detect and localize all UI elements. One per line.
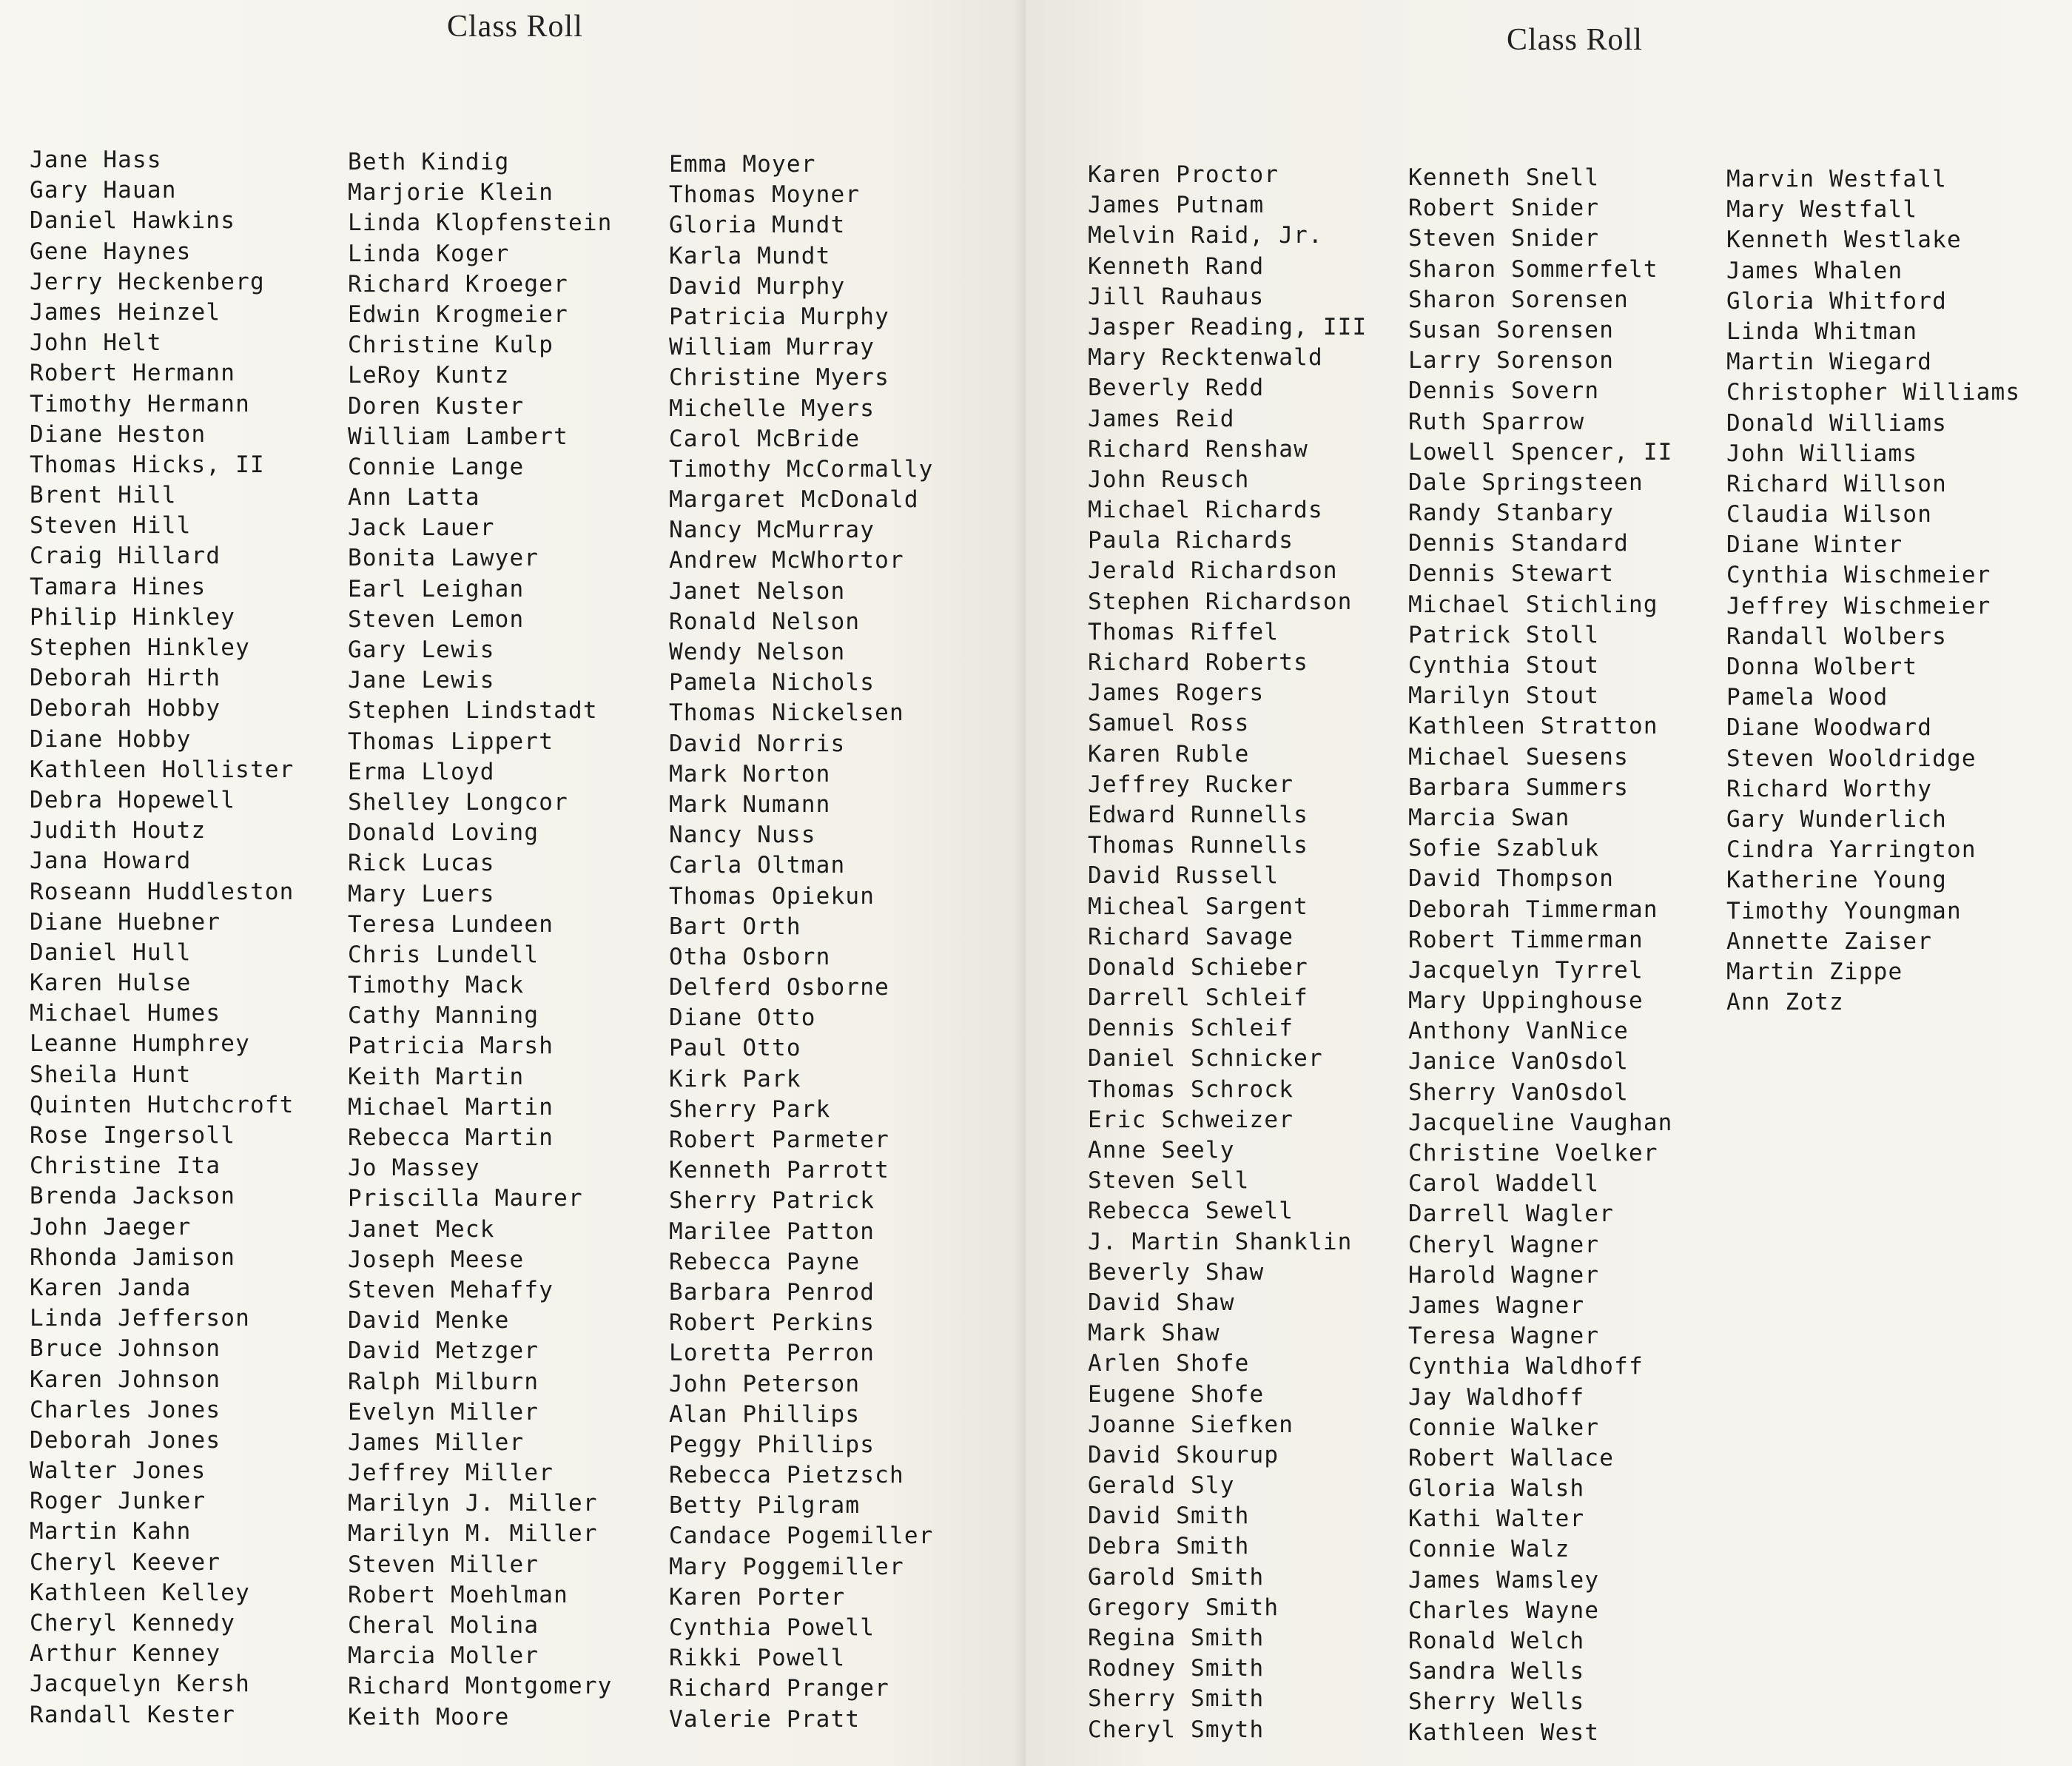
- student-name: Daniel Hawkins: [30, 207, 236, 235]
- student-name: Keith Moore: [348, 1703, 510, 1730]
- student-name: Wendy Nelson: [669, 639, 846, 665]
- student-name: Susan Sorensen: [1408, 316, 1615, 343]
- student-name: Jana Howard: [30, 847, 192, 875]
- student-name: Steven Miller: [348, 1551, 539, 1578]
- right-page: [1026, 0, 2072, 1766]
- student-name: Richard Worthy: [1726, 775, 1933, 802]
- student-name: Martin Kahn: [30, 1518, 192, 1545]
- student-name: Cynthia Wischmeier: [1726, 562, 1991, 589]
- student-name: Deborah Hobby: [30, 695, 221, 722]
- student-name: Steven Wooldridge: [1726, 745, 1977, 772]
- student-name: Patrick Stoll: [1408, 621, 1600, 648]
- student-name: Linda Klopfenstein: [348, 209, 613, 237]
- student-name: Christine Kulp: [348, 332, 554, 359]
- student-name: LeRoy Kuntz: [348, 362, 510, 389]
- student-name: Robert Timmerman: [1408, 926, 1644, 953]
- student-name: Beth Kindig: [348, 149, 510, 175]
- student-name: Chris Lundell: [348, 941, 539, 968]
- student-name: Karen Hulse: [30, 970, 192, 997]
- student-name: Jerry Heckenberg: [30, 268, 265, 295]
- student-name: Cheryl Keever: [30, 1548, 221, 1576]
- student-name: Cindra Yarrington: [1726, 836, 1977, 864]
- student-name: Darrell Schleif: [1088, 984, 1308, 1012]
- student-name: Harold Wagner: [1408, 1261, 1600, 1289]
- student-name: Edwin Krogmeier: [348, 301, 568, 328]
- student-name: Kenneth Parrott: [669, 1157, 889, 1184]
- student-name: Ann Zotz: [1726, 989, 1844, 1016]
- student-name: Marvin Westfall: [1726, 166, 1947, 192]
- student-name: Teresa Wagner: [1408, 1323, 1600, 1350]
- student-name: Steven Snider: [1408, 225, 1600, 252]
- student-name: David Murphy: [669, 272, 846, 300]
- student-name: Richard Roberts: [1088, 649, 1308, 676]
- student-name: Ruth Sparrow: [1408, 408, 1585, 435]
- student-name: Eugene Shofe: [1088, 1380, 1265, 1408]
- student-name: Dennis Standard: [1408, 530, 1629, 557]
- student-name: Karen Proctor: [1088, 161, 1279, 188]
- student-name: Jack Lauer: [348, 514, 495, 542]
- student-name: Jeffrey Wischmeier: [1726, 592, 1991, 620]
- student-name: Jacquelyn Tyrrel: [1408, 956, 1644, 984]
- student-name: Steven Mehaffy: [348, 1276, 554, 1303]
- student-name: Kathi Walter: [1408, 1505, 1585, 1533]
- student-name: Anthony VanNice: [1408, 1018, 1629, 1045]
- student-name: Ann Latta: [348, 484, 480, 511]
- name-column: [348, 147, 613, 1733]
- student-name: Marcia Swan: [1408, 804, 1570, 831]
- student-name: Christine Ita: [30, 1152, 221, 1180]
- student-name: David Norris: [669, 730, 846, 757]
- student-name: Carol Waddell: [1408, 1170, 1600, 1198]
- student-name: Edward Runnells: [1088, 801, 1308, 828]
- student-name: Samuel Ross: [1088, 710, 1250, 737]
- student-name: Karen Janda: [30, 1274, 192, 1301]
- student-name: Quinten Hutchcroft: [30, 1091, 295, 1118]
- student-name: Cheral Molina: [348, 1612, 539, 1639]
- left-page: [0, 0, 1026, 1766]
- student-name: Leanne Humphrey: [30, 1030, 250, 1058]
- student-name: Walter Jones: [30, 1457, 206, 1485]
- student-name: Thomas Schrock: [1088, 1075, 1294, 1103]
- student-name: Thomas Nickelsen: [669, 699, 904, 727]
- student-name: Kathleen Stratton: [1408, 713, 1658, 740]
- name-column: [669, 150, 934, 1735]
- student-name: Connie Walker: [1408, 1414, 1600, 1441]
- student-name: Eric Schweizer: [1088, 1106, 1294, 1133]
- student-name: Charles Wayne: [1408, 1597, 1600, 1624]
- student-name: Kathleen Kelley: [30, 1579, 250, 1606]
- student-name: David Russell: [1088, 862, 1279, 890]
- student-name: Debra Smith: [1088, 1533, 1250, 1560]
- student-name: Kathleen Hollister: [30, 756, 295, 783]
- student-name: Connie Lange: [348, 453, 525, 480]
- student-name: Lowell Spencer, II: [1408, 438, 1673, 466]
- student-name: Jane Hass: [30, 147, 162, 173]
- student-name: Barbara Penrod: [669, 1278, 875, 1306]
- student-name: Robert Snider: [1408, 195, 1600, 222]
- student-name: Peggy Phillips: [669, 1431, 875, 1458]
- student-name: Mary Poggemiller: [669, 1553, 904, 1580]
- student-name: J. Martin Shanklin: [1088, 1228, 1353, 1255]
- student-name: Debra Hopewell: [30, 786, 236, 813]
- student-name: Martin Zippe: [1726, 958, 1903, 985]
- student-name: Dennis Schleif: [1088, 1015, 1294, 1042]
- student-name: William Murray: [669, 334, 875, 361]
- student-name: Jerald Richardson: [1088, 557, 1338, 585]
- student-name: Joseph Meese: [348, 1246, 525, 1273]
- student-name: John Williams: [1726, 440, 1918, 467]
- student-name: Janice VanOsdol: [1408, 1048, 1629, 1075]
- student-name: Connie Walz: [1408, 1536, 1570, 1563]
- student-name: Mary Recktenwald: [1088, 344, 1323, 372]
- student-name: Carol McBride: [669, 425, 861, 452]
- student-name: Mary Luers: [348, 880, 495, 907]
- student-name: Michael Humes: [30, 1000, 221, 1027]
- student-name: Beverly Redd: [1088, 375, 1265, 402]
- student-name: David Thompson: [1408, 865, 1615, 893]
- student-name: Daniel Hull: [30, 939, 192, 966]
- student-name: Stephen Lindstadt: [348, 697, 598, 725]
- student-name: Thomas Riffel: [1088, 618, 1279, 645]
- student-name: Brent Hill: [30, 482, 177, 509]
- page-title: Class Roll: [1507, 23, 1643, 57]
- student-name: Patricia Murphy: [669, 303, 889, 330]
- student-name: Margaret McDonald: [669, 486, 919, 514]
- student-name: Rhonda Jamison: [30, 1243, 236, 1271]
- student-name: Mark Shaw: [1088, 1320, 1220, 1347]
- student-name: Linda Jefferson: [30, 1305, 250, 1332]
- student-name: Sherry Park: [669, 1095, 831, 1123]
- student-name: Shelley Longcor: [348, 788, 568, 816]
- student-name: Sharon Sorensen: [1408, 286, 1629, 313]
- student-name: Martin Wiegard: [1726, 349, 1933, 376]
- student-name: Otha Osborn: [669, 943, 831, 970]
- student-name: Beverly Shaw: [1088, 1258, 1265, 1286]
- student-name: Richard Pranger: [669, 1675, 889, 1702]
- student-name: Sherry VanOsdol: [1408, 1078, 1629, 1106]
- student-name: Nancy Nuss: [669, 822, 816, 849]
- student-name: Diane Otto: [669, 1004, 816, 1032]
- student-name: John Jaeger: [30, 1213, 192, 1240]
- student-name: Sherry Wells: [1408, 1688, 1585, 1716]
- student-name: Rodney Smith: [1088, 1655, 1265, 1682]
- student-name: Richard Kroeger: [348, 270, 568, 298]
- student-name: Thomas Opiekun: [669, 882, 875, 910]
- student-name: Gloria Walsh: [1408, 1475, 1585, 1503]
- student-name: John Helt: [30, 329, 162, 357]
- student-name: Diane Heston: [30, 420, 206, 448]
- student-name: Thomas Moyner: [669, 181, 861, 209]
- student-name: Donald Williams: [1726, 409, 1947, 437]
- student-name: Alan Phillips: [669, 1400, 861, 1428]
- student-name: Brenda Jackson: [30, 1183, 236, 1210]
- student-name: Cheryl Wagner: [1408, 1231, 1600, 1258]
- student-name: Gloria Whitford: [1726, 287, 1947, 315]
- student-name: Loretta Perron: [669, 1340, 875, 1367]
- student-name: John Reusch: [1088, 466, 1250, 493]
- student-name: Randall Kester: [30, 1701, 236, 1728]
- student-name: Erma Lloyd: [348, 758, 495, 785]
- student-name: Cynthia Waldhoff: [1408, 1353, 1644, 1380]
- student-name: Garold Smith: [1088, 1563, 1265, 1591]
- student-name: Sandra Wells: [1408, 1658, 1585, 1685]
- student-name: James Putnam: [1088, 192, 1265, 219]
- student-name: Steven Sell: [1088, 1167, 1250, 1195]
- student-name: Deborah Timmerman: [1408, 896, 1658, 923]
- student-name: Diane Huebner: [30, 908, 221, 936]
- student-name: Arlen Shofe: [1088, 1350, 1250, 1377]
- student-name: Linda Whitman: [1726, 318, 1918, 345]
- name-column: [1726, 164, 2020, 1018]
- name-column: [30, 145, 295, 1730]
- student-name: Richard Savage: [1088, 923, 1294, 950]
- student-name: Earl Leighan: [348, 575, 525, 602]
- student-name: Cheryl Smyth: [1088, 1716, 1265, 1743]
- student-name: Delferd Osborne: [669, 974, 889, 1001]
- student-name: Judith Houtz: [30, 817, 206, 845]
- student-name: David Skourup: [1088, 1441, 1279, 1468]
- student-name: Carla Oltman: [669, 852, 846, 879]
- student-name: James Miller: [348, 1428, 525, 1456]
- student-name: Mark Norton: [669, 760, 831, 788]
- student-name: Mary Uppinghouse: [1408, 987, 1644, 1015]
- student-name: Marilyn Stout: [1408, 682, 1600, 710]
- student-name: Donna Wolbert: [1726, 654, 1918, 680]
- student-name: Thomas Hicks, II: [30, 451, 265, 478]
- student-name: Karen Johnson: [30, 1366, 221, 1393]
- student-name: Marilee Patton: [669, 1218, 875, 1245]
- student-name: Anne Seely: [1088, 1137, 1235, 1164]
- student-name: Ralph Milburn: [348, 1368, 539, 1395]
- student-name: Kirk Park: [669, 1065, 801, 1092]
- student-name: Kenneth Rand: [1088, 252, 1265, 280]
- student-name: Karen Porter: [669, 1583, 846, 1611]
- student-name: Richard Montgomery: [348, 1673, 613, 1700]
- student-name: Thomas Lippert: [348, 728, 554, 755]
- student-name: Ronald Nelson: [669, 608, 861, 635]
- student-name: Janet Meck: [348, 1215, 495, 1243]
- student-name: Jeffrey Rucker: [1088, 770, 1294, 798]
- student-name: James Wamsley: [1408, 1566, 1600, 1594]
- student-name: Tamara Hines: [30, 573, 206, 600]
- student-name: Larry Sorenson: [1408, 347, 1615, 375]
- student-name: Jo Massey: [348, 1155, 480, 1182]
- student-name: Gary Hauan: [30, 177, 177, 204]
- student-name: Charles Jones: [30, 1396, 221, 1423]
- student-name: Nancy McMurray: [669, 517, 875, 544]
- student-name: Roger Junker: [30, 1488, 206, 1515]
- student-name: Michael Martin: [348, 1093, 554, 1121]
- student-name: Arthur Kenney: [30, 1640, 221, 1668]
- student-name: Joanne Siefken: [1088, 1411, 1294, 1438]
- student-name: Bart Orth: [669, 913, 801, 940]
- student-name: Diane Woodward: [1726, 714, 1933, 742]
- student-name: Cathy Manning: [348, 1002, 539, 1030]
- student-name: Michelle Myers: [669, 395, 875, 422]
- student-name: Pamela Nichols: [669, 669, 875, 696]
- student-name: Michael Stichling: [1408, 591, 1658, 618]
- student-name: James Wagner: [1408, 1292, 1585, 1319]
- student-name: Keith Martin: [348, 1063, 525, 1090]
- student-name: Janet Nelson: [669, 577, 846, 605]
- student-name: Michael Richards: [1088, 497, 1323, 524]
- student-name: Timothy Hermann: [30, 390, 250, 417]
- page-title: Class Roll: [447, 10, 583, 44]
- student-name: Dennis Sovern: [1408, 377, 1600, 405]
- student-name: Robert Hermann: [30, 360, 236, 387]
- student-name: Christine Myers: [669, 364, 889, 392]
- student-name: Rose Ingersoll: [30, 1122, 236, 1149]
- student-name: Stephen Richardson: [1088, 588, 1353, 615]
- student-name: Kenneth Snell: [1408, 164, 1600, 191]
- student-name: Doren Kuster: [348, 392, 525, 420]
- student-name: Christopher Williams: [1726, 379, 2021, 406]
- student-name: Michael Suesens: [1408, 743, 1629, 770]
- student-name: Donald Schieber: [1088, 953, 1308, 981]
- student-name: Randy Stanbary: [1408, 500, 1615, 527]
- student-name: Ronald Welch: [1408, 1628, 1585, 1654]
- student-name: David Smith: [1088, 1503, 1250, 1530]
- student-name: Cynthia Stout: [1408, 652, 1600, 679]
- student-name: Mark Numann: [669, 790, 831, 818]
- student-name: Cynthia Powell: [669, 1614, 875, 1641]
- student-name: Sherry Patrick: [669, 1187, 875, 1215]
- student-name: Barbara Summers: [1408, 773, 1629, 801]
- student-name: Evelyn Miller: [348, 1398, 539, 1426]
- name-column: [1408, 163, 1673, 1748]
- student-name: John Peterson: [669, 1370, 861, 1397]
- student-name: Betty Pilgram: [669, 1492, 861, 1520]
- student-name: Valerie Pratt: [669, 1705, 861, 1733]
- student-name: Jill Rauhaus: [1088, 283, 1265, 310]
- student-name: Jeffrey Miller: [348, 1460, 554, 1487]
- student-name: Paul Otto: [669, 1035, 801, 1062]
- student-name: Mary Westfall: [1726, 196, 1918, 224]
- student-name: Gary Wunderlich: [1726, 805, 1947, 833]
- student-name: Marilyn J. Miller: [348, 1490, 598, 1517]
- student-name: Randall Wolbers: [1726, 622, 1947, 650]
- student-name: Pamela Wood: [1726, 684, 1888, 711]
- student-name: David Menke: [348, 1307, 510, 1334]
- student-name: Timothy Mack: [348, 972, 525, 999]
- student-name: Gloria Mundt: [669, 212, 846, 239]
- student-name: Deborah Hirth: [30, 665, 221, 692]
- name-column: [1088, 160, 1367, 1745]
- student-name: James Reid: [1088, 405, 1235, 432]
- student-name: Paula Richards: [1088, 527, 1294, 554]
- student-name: Jacqueline Vaughan: [1408, 1109, 1673, 1136]
- student-name: Daniel Schnicker: [1088, 1045, 1323, 1072]
- student-name: Philip Hinkley: [30, 603, 236, 631]
- student-name: Melvin Raid, Jr.: [1088, 222, 1323, 249]
- student-name: Richard Renshaw: [1088, 435, 1308, 463]
- student-name: Kathleen West: [1408, 1719, 1600, 1746]
- student-name: Timothy McCormally: [669, 455, 934, 483]
- student-name: Steven Lemon: [348, 605, 525, 633]
- student-name: Marjorie Klein: [348, 179, 554, 207]
- student-name: Patricia Marsh: [348, 1033, 554, 1060]
- student-name: Karen Ruble: [1088, 740, 1250, 768]
- student-name: Rick Lucas: [348, 850, 495, 877]
- student-name: Robert Perkins: [669, 1309, 875, 1337]
- student-name: Jane Lewis: [348, 667, 495, 694]
- student-name: Andrew McWhortor: [669, 547, 904, 574]
- student-name: James Heinzel: [30, 298, 221, 326]
- student-name: Timothy Youngman: [1726, 897, 1962, 924]
- student-name: Kenneth Westlake: [1726, 226, 1962, 254]
- student-name: Rebecca Sewell: [1088, 1198, 1294, 1225]
- student-name: Teresa Lundeen: [348, 910, 554, 938]
- student-name: David Metzger: [348, 1337, 539, 1365]
- student-name: Rebecca Pietzsch: [669, 1462, 904, 1489]
- student-name: Karla Mundt: [669, 242, 831, 269]
- student-name: Cheryl Kennedy: [30, 1610, 236, 1636]
- student-name: Marcia Moller: [348, 1642, 539, 1670]
- student-name: James Rogers: [1088, 679, 1265, 707]
- student-name: Candace Pogemiller: [669, 1522, 934, 1550]
- student-name: William Lambert: [348, 423, 568, 450]
- student-name: Dennis Stewart: [1408, 560, 1615, 588]
- student-name: Gene Haynes: [30, 238, 192, 265]
- student-name: Regina Smith: [1088, 1625, 1265, 1651]
- student-name: Robert Wallace: [1408, 1444, 1615, 1471]
- student-name: Diane Winter: [1726, 531, 1903, 559]
- student-name: Jasper Reading, III: [1088, 313, 1368, 340]
- student-name: Gregory Smith: [1088, 1594, 1279, 1621]
- student-name: Rebecca Martin: [348, 1124, 554, 1151]
- student-name: Roseann Huddleston: [30, 878, 295, 905]
- student-name: Steven Hill: [30, 512, 192, 540]
- student-name: Katherine Young: [1726, 867, 1947, 894]
- student-name: Sherry Smith: [1088, 1685, 1265, 1713]
- student-name: Richard Willson: [1726, 470, 1947, 497]
- student-name: Darrell Wagler: [1408, 1201, 1615, 1228]
- student-name: Annette Zaiser: [1726, 927, 1933, 955]
- student-name: Claudia Wilson: [1726, 501, 1933, 528]
- student-name: Deborah Jones: [30, 1426, 221, 1454]
- student-name: Rebecca Payne: [669, 1248, 861, 1275]
- student-name: Craig Hillard: [30, 543, 221, 570]
- student-name: Emma Moyer: [669, 151, 816, 178]
- student-name: Diane Hobby: [30, 725, 192, 753]
- student-name: David Shaw: [1088, 1289, 1235, 1316]
- student-name: Christine Voelker: [1408, 1140, 1658, 1166]
- student-name: Bruce Johnson: [30, 1335, 221, 1363]
- student-name: Donald Loving: [348, 819, 539, 847]
- student-name: Rikki Powell: [669, 1645, 846, 1672]
- student-name: Priscilla Maurer: [348, 1185, 583, 1212]
- student-name: Jacquelyn Kersh: [30, 1671, 250, 1698]
- student-name: Gerald Sly: [1088, 1472, 1235, 1500]
- student-name: Marilyn M. Miller: [348, 1520, 598, 1548]
- student-name: Robert Moehlman: [348, 1581, 568, 1608]
- student-name: Sofie Szabluk: [1408, 835, 1600, 862]
- student-name: James Whalen: [1726, 257, 1903, 284]
- student-name: Linda Koger: [348, 240, 510, 267]
- student-name: Thomas Runnells: [1088, 832, 1308, 859]
- student-name: Sheila Hunt: [30, 1061, 192, 1088]
- student-name: Stephen Hinkley: [30, 634, 250, 661]
- student-name: Bonita Lawyer: [348, 545, 539, 572]
- student-name: Jay Waldhoff: [1408, 1383, 1585, 1411]
- student-name: Gary Lewis: [348, 637, 495, 663]
- student-name: Micheal Sargent: [1088, 893, 1308, 920]
- student-name: Robert Parmeter: [669, 1127, 889, 1153]
- student-name: Dale Springsteen: [1408, 469, 1644, 496]
- student-name: Sharon Sommerfelt: [1408, 255, 1658, 283]
